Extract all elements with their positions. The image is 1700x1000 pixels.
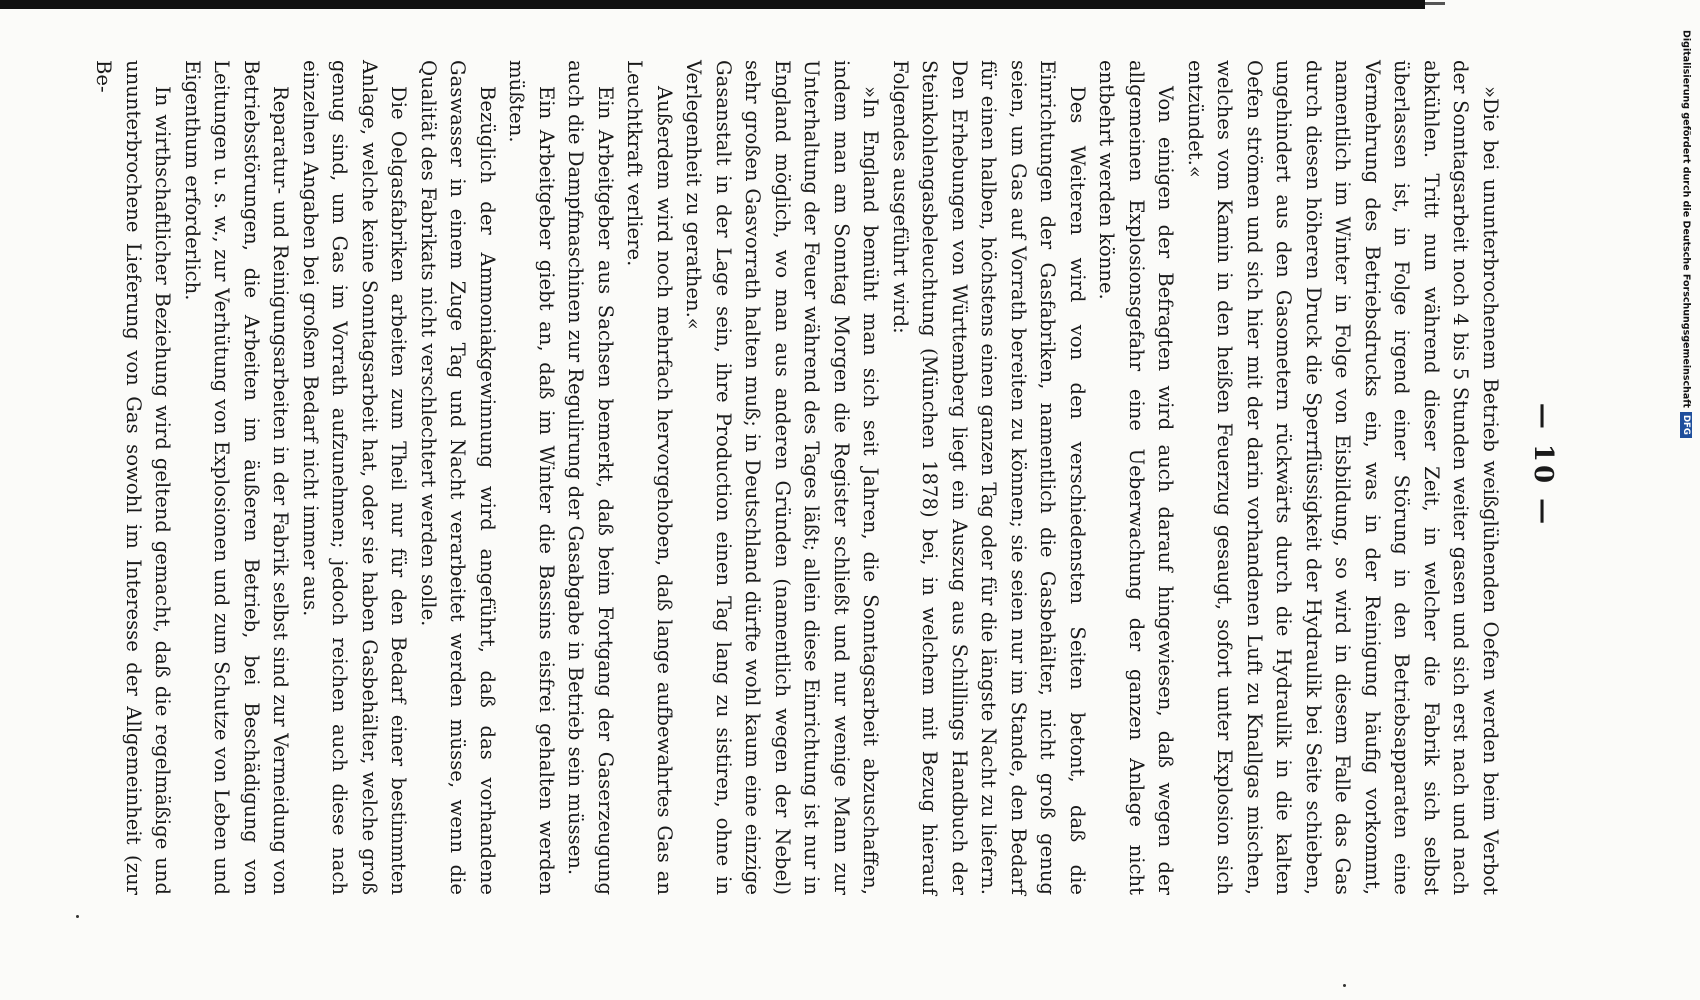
digitization-credit-text: Digitalisierung gefördert durch die Deutsche Forschungsgemeinschaft xyxy=(1680,30,1692,408)
scan-edge-shadow xyxy=(0,0,1425,9)
scan-speck xyxy=(1343,984,1346,987)
dfg-logo-icon: DFG xyxy=(1680,412,1692,438)
paragraph: Des Weiteren wird von den verschiedensten Seiten betont, daß die Einrichtungen der Gasfabriken, namentlich die Gasbehälter, nicht groß genug seien, um Gas auf Vorrath bereiten zu können; sie seien nur im Stande, den Bedarf für einen halben, höchstens einen ganzen Tag oder für die längste Nacht zu liefern. Den Erhebungen von Württemberg liegt ein Auszug aus Schillings Handbuch der Steinkohlengasbeleuchtung (München 1878) bei, in welchem mit Bezug hierauf Folgendes ausgeführt wird: xyxy=(889,60,1089,895)
paragraph: Bezüglich der Ammoniakgewinnung wird angeführt, daß das vorhandene Gaswasser in einem Zuge Tag und Nacht verarbeitet werden müsse, wenn die Qualität des Fabrikats nicht verschlechtert werden solle. xyxy=(417,60,499,895)
paragraph: Ein Arbeitgeber giebt an, daß im Winter die Bassins eisfrei gehalten werden müßten. xyxy=(505,60,558,895)
paragraph: »In England bemüht man sich seit Jahren, die Sonntagsarbeit abzuschaffen, indem man am Sonntag Morgen die Register schließt und nur wenige Mann zur Unterhaltung der Feuer während des Tages läßt; allein diese Einrichtung ist nur in England möglich, wo man aus anderen Gründen (namentlich wegen der Nebel) sehr großen Gasvorrath halten muß; in Deutschland dürfte wohl kaum eine einzige Gasanstalt in der Lage sein, ihre Production einen Tag lang zu sistiren, ohne in Verlegenheit zu gerathen.« xyxy=(682,60,883,895)
paragraph: Von einigen der Befragten wird auch darauf hingewiesen, daß wegen der allgemeinen Explosionsgefahr eine Ueberwachung der ganzen Anlage nicht entbehrt werden könne. xyxy=(1095,60,1178,895)
scan-edge-shadow-thin xyxy=(1425,2,1445,5)
digitization-credit xyxy=(1680,30,1692,438)
scan-speck xyxy=(76,915,79,918)
paragraph: In wirthschaftlicher Beziehung wird geltend gemacht, daß die regelmäßige und ununterbrochene Lieferung von Gas sowohl im Interesse der Allgemeinheit (zur Be- xyxy=(92,60,175,895)
paragraph: Ein Arbeitgeber aus Sachsen bemerkt, daß beim Fortgang der Gaserzeugung auch die Dampfmaschinen zur Regulirung der Gasabgabe in Betrieb sein müssen. xyxy=(564,60,617,895)
paragraph: Die Oelgasfabriken arbeiten zum Theil nur für den Bedarf einer bestimmten Anlage, welche keine Sonntagsarbeit hat, oder sie haben Gasbehälter, welche groß genug sind, um Gas im Vorrath aufzunehmen; jedoch reichen auch diese nach einzelnen Angaben bei großem Bedarf nicht immer aus. xyxy=(299,60,411,895)
rotated-document-page xyxy=(92,30,1565,900)
paragraph: Außerdem wird noch mehrfach hervorgehoben, daß lange aufbewahrtes Gas an Leuchtkraft verliere. xyxy=(623,60,676,895)
paragraph: Reparatur- und Reinigungsarbeiten in der Fabrik selbst sind zur Vermeidung von Betriebsstörungen, die Arbeiten im äußeren Betrieb, bei Beschädigung von Leitungen u. s. w., zur Verhütung von Explosionen und zum Schutze von Leben und Eigenthum erforderlich. xyxy=(181,60,293,895)
document-body xyxy=(92,60,1505,895)
paragraph: »Die bei ununterbrochenem Betrieb weißglühenden Oefen werden beim Verbot der Sonntagsarbeit noch 4 bis 5 Stunden weiter gasen und sich erst nach und nach abkühlen. Tritt nun während dieser Zeit, in welcher die Fabrik sich selbst überlassen ist, in Folge irgend einer Störung in den Betriebsapparaten eine Vermehrung des Betriebsdrucks ein, was in der Reinigung häufig vorkommt, namentlich im Winter in Folge von Eisbildung, so wird in diesem Falle das Gas durch diesen höheren Druck die Sperrflüssigkeit der Hydraulik bei Seite schieben, ungehindert aus den Gasometern rückwärts durch die Hydraulik in die kalten Oefen strömen und sich hier mit der darin vorhandenen Luft zu Knallgas mischen, welches vom Kamin in den heißen Feuerzug gesaugt, sofort unter Explosion sich entzündet.« xyxy=(1184,60,1502,895)
page-number: — 10 — xyxy=(1528,402,1558,528)
